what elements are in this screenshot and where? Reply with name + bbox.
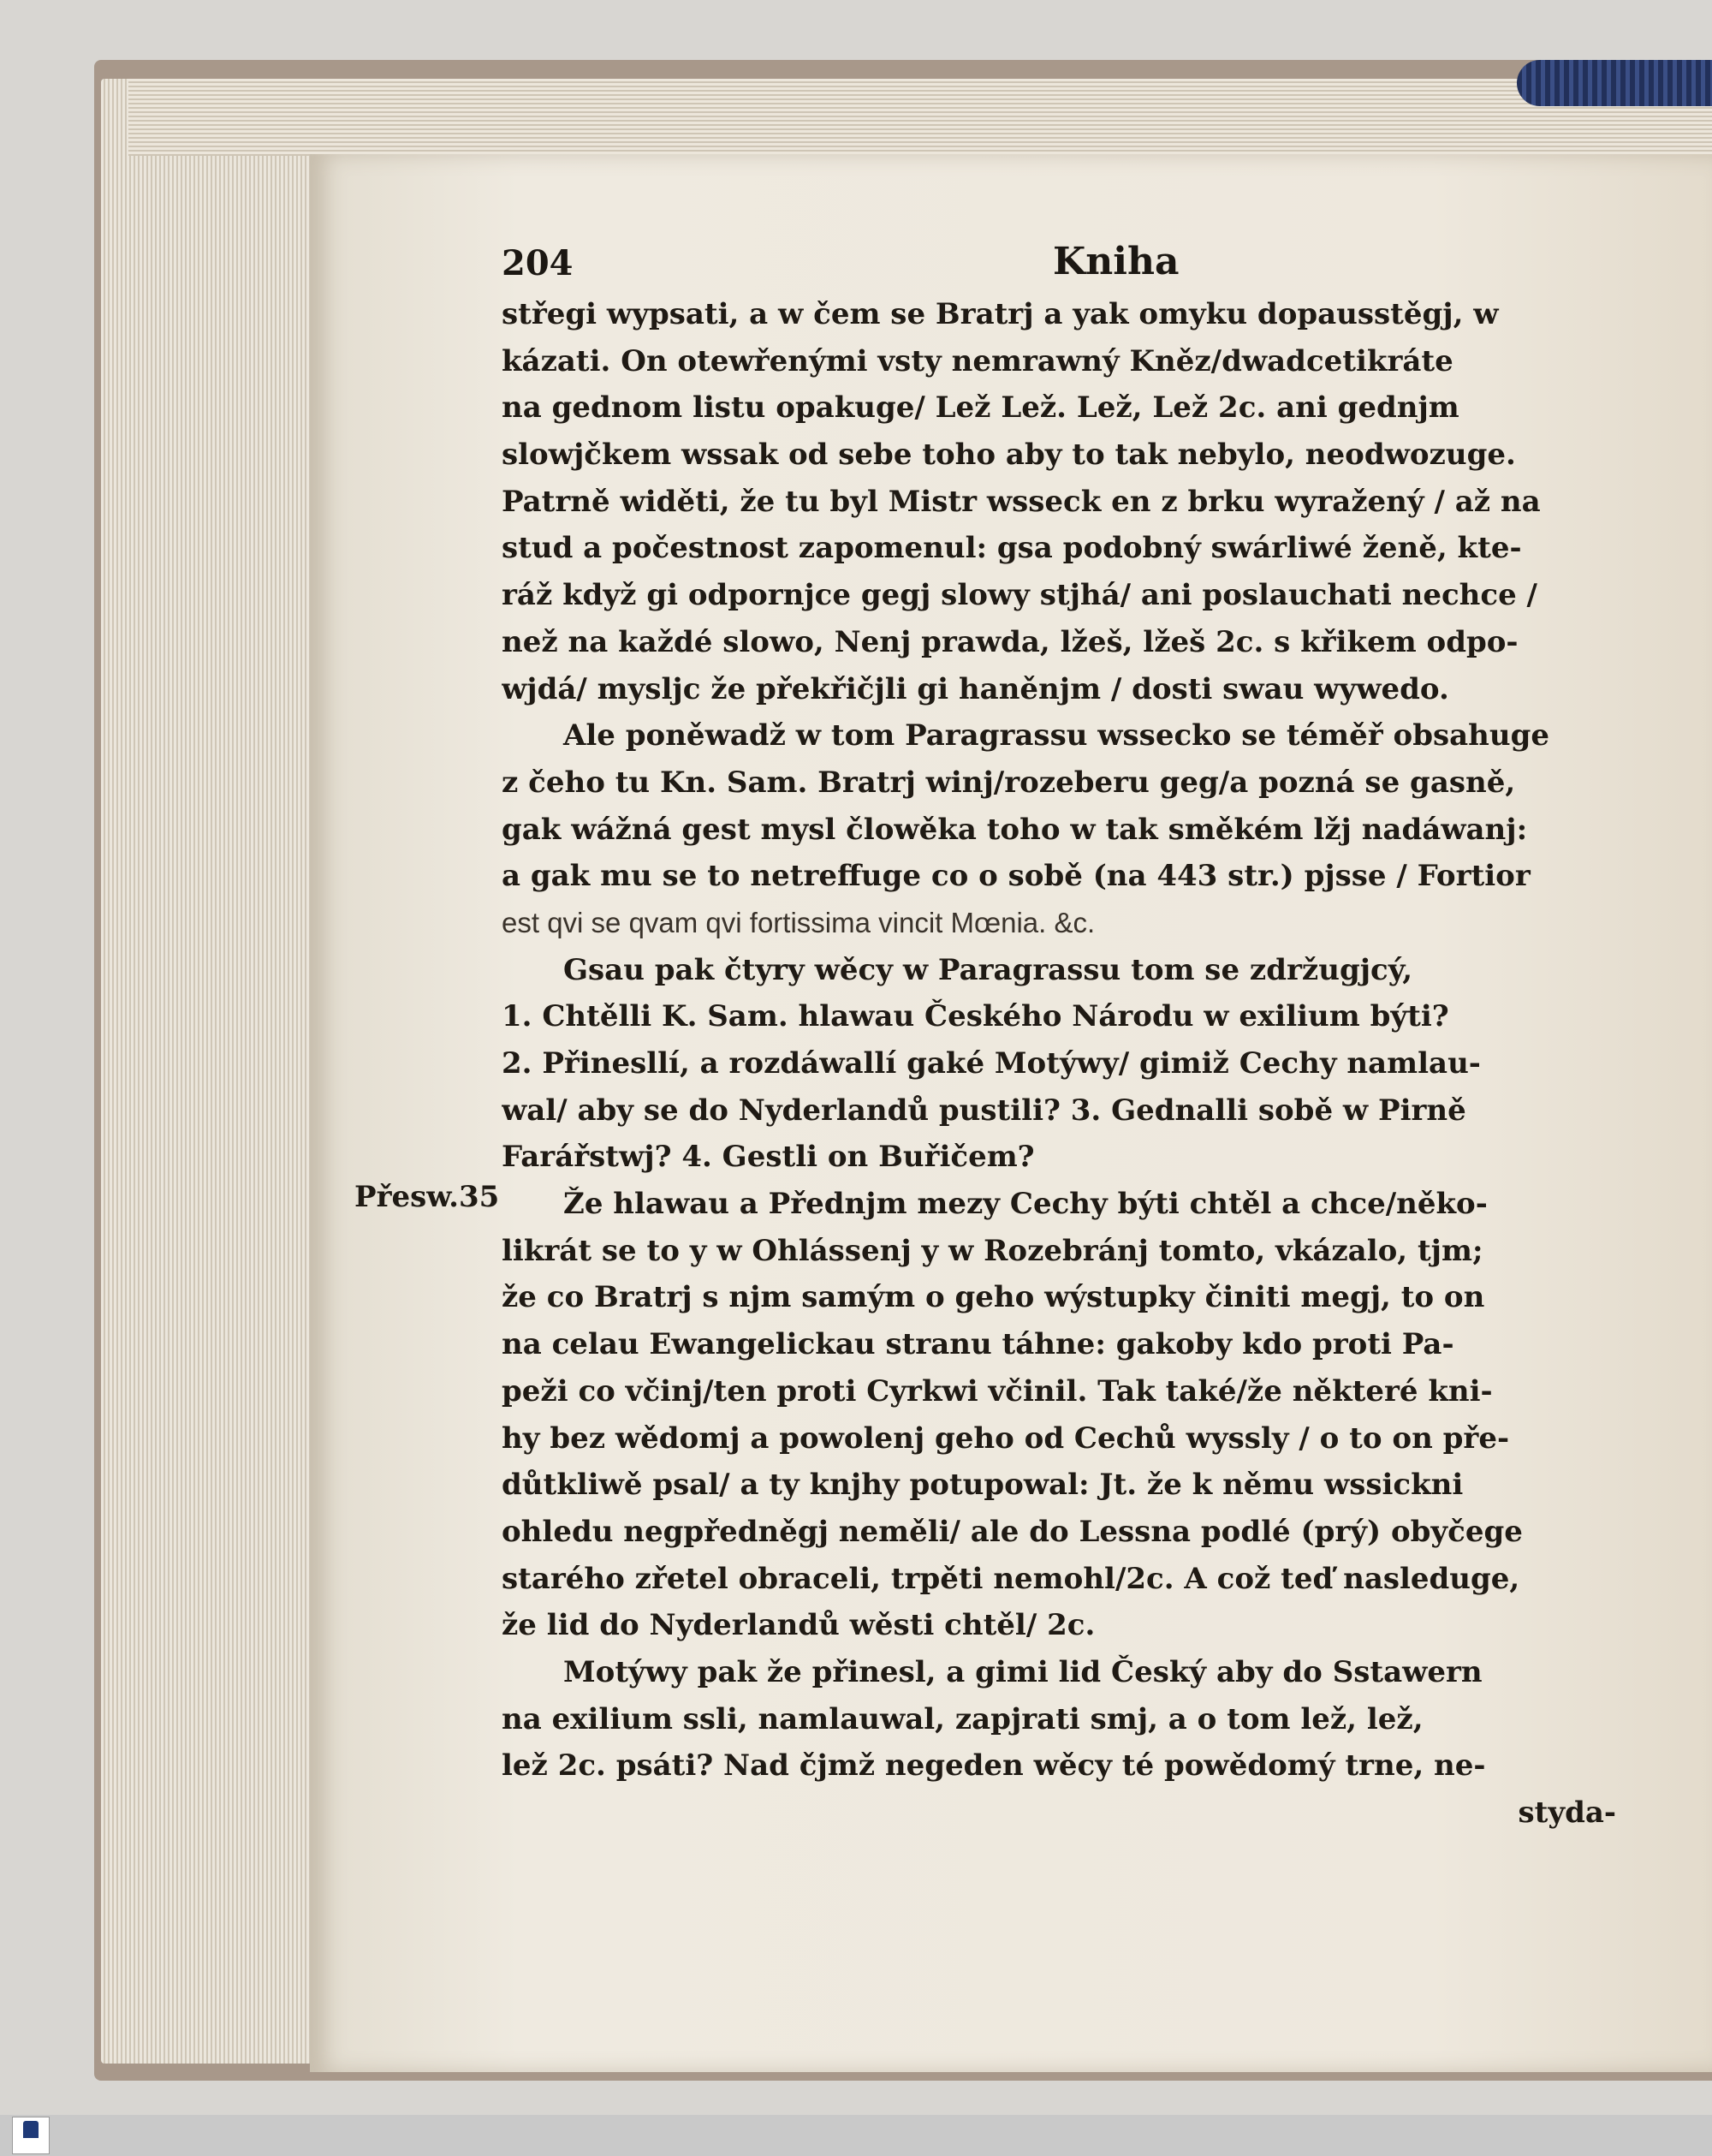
text-line: lež 2c. psáti? Nad čjmž negeden wěcy té powědomý trne, ne- — [502, 1748, 1486, 1784]
text-line: est qvi se qvam qvi fortissima vincit Mœnia. &c. — [502, 906, 1096, 938]
bookmark-ribbon — [1517, 60, 1712, 106]
text-line: wjdá/ mysljc že překřičjli gi haněnjm / dosti swau wywedo. — [502, 671, 1449, 706]
text-line: střegi wypsati, a w čem se Bratrj a yak omyku dopausstěgj, w — [502, 297, 1499, 331]
text-line: z čeho tu Kn. Sam. Bratrj winj/rozeberu geg/a pozná se gasně, — [502, 765, 1516, 800]
library-logo-icon[interactable] — [12, 2117, 50, 2154]
text-line: Patrně widěti, že tu byl Mistr wsseck en z brku wyražený / až na — [502, 484, 1541, 519]
text-line: na gednom listu opakuge/ Lež Lež. Lež, Lež 2c. ani gednjm — [502, 390, 1459, 426]
text-line: Ale poněwadž w tom Paragrassu wssecko se téměř obsahuge — [563, 718, 1549, 753]
viewer-footer — [0, 2115, 1712, 2156]
text-line: peži co včinj/ten proti Cyrkwi včinil. Tak také/že některé kni- — [502, 1373, 1493, 1409]
text-line: ohledu negpředněgj neměli/ ale do Lessna podlé (prý) obyčege — [502, 1514, 1523, 1549]
text-line: 2. Přinesllí, a rozdáwallí gaké Motýwy/ gimiž Cechy namlau- — [502, 1046, 1481, 1081]
page-edges — [101, 79, 315, 2064]
text-line: že lid do Nyderlandů wěsti chtěl/ 2c. — [502, 1608, 1096, 1643]
text-line: ráž když gi odpornjce gegj slowy stjhá/ ani poslauchati nechce / — [502, 578, 1537, 613]
text-line: na exilium ssli, namlauwal, zapjrati smj, a o tom lež, lež, — [502, 1701, 1424, 1736]
text-line: likrát se to y w Ohlássenj y w Rozebránj tomto, vkázalo, tjm; — [502, 1233, 1483, 1268]
text-line: 1. Chtělli K. Sam. hlawau Českého Národu w exilium býti? — [502, 999, 1449, 1034]
text-line: Motýwy pak že přinesl, a gimi lid Český aby do Sstawern — [563, 1654, 1483, 1689]
text-line: gak wážná gest mysl člowěka toho w tak směkém lžj nadáwanj: — [502, 812, 1528, 847]
text-line: kázati. On otewřenými vsty nemrawný Kněz/dwadcetikráte — [502, 343, 1453, 378]
text-line: styda- — [1518, 1796, 1616, 1830]
text-line: Gsau pak čtyry wěcy w Paragrassu tom se zdržugjcý, — [563, 952, 1413, 987]
top-page-edges — [128, 79, 1712, 156]
text-line: že co Bratrj s njm samým o geho wýstupky činiti megj, to on — [502, 1280, 1485, 1315]
logo-mark — [23, 2121, 39, 2138]
margin-note: Přesw.35 — [354, 1180, 500, 1214]
text-line: hy bez wědomj a powolenj geho od Cechů wyssly / o to on pře- — [502, 1420, 1510, 1456]
text-line: Farářstwj? 4. Gestli on Buřičem? — [502, 1140, 1035, 1175]
text-line: wal/ aby se do Nyderlandů pustili? 3. Gednalli sobě w Pirně — [502, 1093, 1466, 1128]
text-block — [502, 291, 1623, 1837]
text-line: Že hlawau a Přednjm mezy Cechy býti chtěl a chce/něko- — [563, 1187, 1488, 1222]
text-line: starého zřetel obraceli, trpěti nemohl/2c. A což teď nasleduge, — [502, 1561, 1520, 1596]
page-number: 204 — [502, 243, 574, 283]
text-line: důtkliwě psal/ a ty knjhy potupowal: Jt. že k němu wssickni — [502, 1468, 1464, 1503]
text-line: než na každé slowo, Nenj prawda, lžeš, lžeš 2c. s křikem odpo- — [502, 624, 1519, 659]
text-line: a gak mu se to netreffuge co o sobě (na 443 str.) pjsse / Fortior — [502, 859, 1531, 894]
text-line: stud a počestnost zapomenul: gsa podobný swárliwé ženě, kte- — [502, 531, 1522, 566]
text-line: slowjčkem wssak od sebe toho aby to tak nebylo, neodwozuge. — [502, 438, 1516, 473]
text-line: na celau Ewangelickau stranu táhne: gakoby kdo proti Pa- — [502, 1327, 1454, 1362]
running-head: Kniha — [1053, 240, 1180, 283]
